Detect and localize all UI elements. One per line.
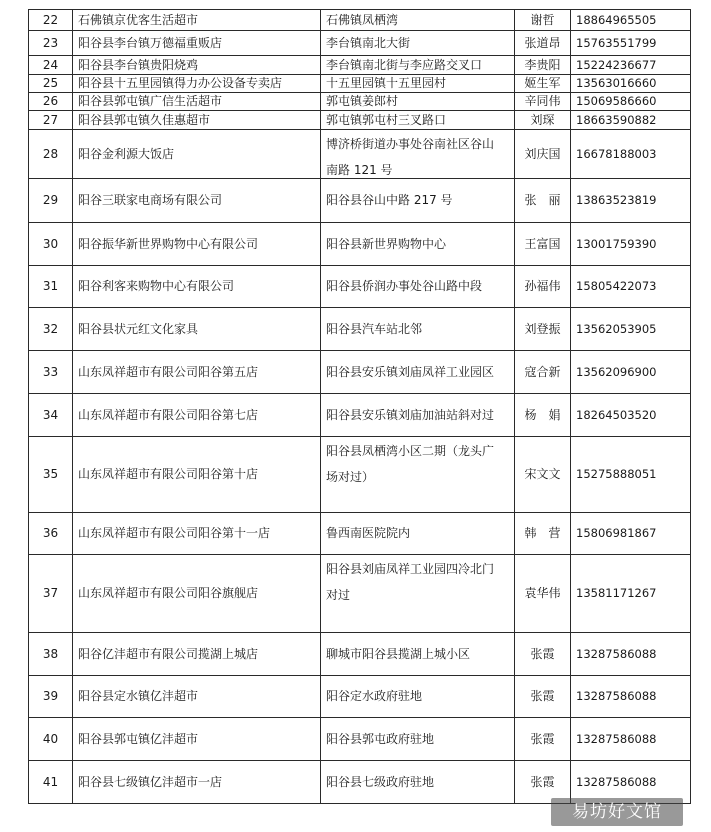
watermark: 易坊好文馆 [551, 798, 683, 826]
address-line: 李台镇南北街与李应路交叉口 [326, 57, 483, 72]
address-line: 阳谷县谷山中路 217 号 [326, 193, 453, 207]
contact-phone: 13001759390 [571, 223, 691, 266]
contact-phone: 18663590882 [571, 111, 691, 130]
contact-person: 孙福伟 [515, 266, 571, 308]
table-row [29, 555, 691, 633]
contact-person: 张 丽 [515, 179, 571, 223]
row-number: 24 [29, 56, 73, 75]
merchant-address [321, 93, 515, 111]
contact-phone: 13287586088 [571, 718, 691, 761]
row-number: 34 [29, 394, 73, 437]
contact-phone: 18864965505 [571, 10, 691, 31]
contact-person: 韩 营 [515, 513, 571, 555]
address-line: 阳谷县刘庙凤祥工业园四冷北门 [326, 562, 495, 576]
row-number: 36 [29, 513, 73, 555]
row-number: 37 [29, 555, 73, 633]
table-row [29, 111, 691, 130]
contact-phone: 15069586660 [571, 93, 691, 111]
merchant-address [321, 555, 515, 633]
row-number: 38 [29, 633, 73, 676]
address-line: 阳谷县凤栖湾小区二期（龙头广 [326, 444, 495, 458]
table-row [29, 266, 691, 308]
table-row [29, 351, 691, 394]
row-number: 39 [29, 676, 73, 718]
table-row [29, 394, 691, 437]
merchant-name: 阳谷县定水镇亿沣超市 [73, 676, 321, 718]
address-line: 郭屯镇郭屯村三叉路口 [326, 112, 447, 127]
row-number: 29 [29, 179, 73, 223]
contact-phone: 13562053905 [571, 308, 691, 351]
table-row [29, 179, 691, 223]
row-number: 23 [29, 31, 73, 56]
merchant-name: 山东凤祥超市有限公司阳谷第五店 [73, 351, 321, 394]
table-row [29, 513, 691, 555]
merchant-address [321, 633, 515, 676]
address-line: 十五里园镇十五里园村 [326, 76, 447, 90]
merchant-name: 阳谷县七级镇亿沣超市一店 [73, 761, 321, 804]
merchant-address [321, 351, 515, 394]
merchant-name: 阳谷金利源大饭店 [73, 130, 321, 179]
contact-person: 张道昂 [515, 31, 571, 56]
contact-person: 张霞 [515, 761, 571, 804]
contact-phone: 15806981867 [571, 513, 691, 555]
address-line: 石佛镇凤栖湾 [326, 12, 399, 27]
row-number: 28 [29, 130, 73, 179]
merchant-address [321, 223, 515, 266]
merchant-address [321, 10, 515, 31]
merchant-address [321, 437, 515, 513]
merchant-address [321, 676, 515, 718]
address-line: 阳谷县安乐镇刘庙加油站斜对过 [326, 407, 495, 422]
merchant-name: 山东凤祥超市有限公司阳谷旗舰店 [73, 555, 321, 633]
address-line: 阳谷县新世界购物中心 [326, 236, 447, 251]
contact-person: 张霞 [515, 633, 571, 676]
contact-phone: 13287586088 [571, 761, 691, 804]
merchant-name: 石佛镇京优客生活超市 [73, 10, 321, 31]
contact-phone: 13563016660 [571, 75, 691, 93]
row-number: 41 [29, 761, 73, 804]
contact-phone: 15805422073 [571, 266, 691, 308]
row-number: 25 [29, 75, 73, 93]
merchant-name: 山东凤祥超市有限公司阳谷第七店 [73, 394, 321, 437]
table-row [29, 676, 691, 718]
table-row [29, 10, 691, 31]
merchant-name: 阳谷县李台镇万德福重贩店 [73, 31, 321, 56]
row-number: 30 [29, 223, 73, 266]
address-line: 阳谷县郭屯政府驻地 [326, 731, 435, 746]
merchant-name: 山东凤祥超市有限公司阳谷第十一店 [73, 513, 321, 555]
merchant-name: 阳谷县郭屯镇广信生活超市 [73, 93, 321, 111]
contact-person: 袁华伟 [515, 555, 571, 633]
contact-phone: 16678188003 [571, 130, 691, 179]
row-number: 26 [29, 93, 73, 111]
address-line: 阳谷县汽车站北邻 [326, 321, 423, 336]
row-number: 35 [29, 437, 73, 513]
contact-person: 李贵阳 [515, 56, 571, 75]
address-line: 阳谷县侨润办事处谷山路中段 [326, 279, 483, 293]
merchant-address [321, 179, 515, 223]
merchant-name: 山东凤祥超市有限公司阳谷第十店 [73, 437, 321, 513]
merchant-table [28, 9, 691, 804]
table-row [29, 93, 691, 111]
address-line: 鲁西南医院院内 [326, 526, 411, 540]
contact-person: 张霞 [515, 676, 571, 718]
contact-person: 辛同伟 [515, 93, 571, 111]
table-row [29, 718, 691, 761]
contact-phone: 18264503520 [571, 394, 691, 437]
contact-phone: 15224236677 [571, 56, 691, 75]
row-number: 40 [29, 718, 73, 761]
contact-phone: 13581171267 [571, 555, 691, 633]
contact-person: 姬生军 [515, 75, 571, 93]
contact-person: 谢哲 [515, 10, 571, 31]
contact-person: 宋文文 [515, 437, 571, 513]
table-row [29, 633, 691, 676]
merchant-name: 阳谷三联家电商场有限公司 [73, 179, 321, 223]
contact-person: 杨 娟 [515, 394, 571, 437]
address-line: 阳谷县安乐镇刘庙凤祥工业园区 [326, 364, 495, 379]
table-row [29, 223, 691, 266]
table-row [29, 31, 691, 56]
merchant-name: 阳谷县郭屯镇久佳惠超市 [73, 111, 321, 130]
contact-phone: 15275888051 [571, 437, 691, 513]
merchant-address [321, 130, 515, 179]
row-number: 32 [29, 308, 73, 351]
address-line: 郭屯镇姜郎村 [326, 94, 399, 108]
contact-phone: 15763551799 [571, 31, 691, 56]
row-number: 27 [29, 111, 73, 130]
contact-phone: 13287586088 [571, 676, 691, 718]
merchant-name: 阳谷县状元红文化家具 [73, 308, 321, 351]
table-row [29, 56, 691, 75]
merchant-name: 阳谷利客来购物中心有限公司 [73, 266, 321, 308]
contact-person: 刘琛 [515, 111, 571, 130]
merchant-address [321, 308, 515, 351]
contact-person: 刘登振 [515, 308, 571, 351]
contact-person: 王富国 [515, 223, 571, 266]
table-row [29, 130, 691, 179]
address-line: 对过 [326, 588, 351, 602]
merchant-name: 阳谷县十五里园镇得力办公设备专卖店 [73, 75, 321, 93]
address-line: 李台镇南北大街 [326, 35, 411, 50]
merchant-address [321, 111, 515, 130]
address-line: 博济桥街道办事处谷南社区谷山 [326, 137, 495, 151]
table-row [29, 437, 691, 513]
merchant-name: 阳谷县李台镇贵阳烧鸡 [73, 56, 321, 75]
contact-phone: 13562096900 [571, 351, 691, 394]
merchant-address [321, 31, 515, 56]
contact-person: 寇合新 [515, 351, 571, 394]
merchant-name: 阳谷县郭屯镇亿沣超市 [73, 718, 321, 761]
address-line: 阳谷县七级政府驻地 [326, 774, 435, 789]
row-number: 22 [29, 10, 73, 31]
row-number: 33 [29, 351, 73, 394]
table-row [29, 308, 691, 351]
merchant-address [321, 394, 515, 437]
table-row [29, 75, 691, 93]
merchant-name: 阳谷亿沣超市有限公司揽湖上城店 [73, 633, 321, 676]
address-line: 南路 121 号 [326, 163, 393, 177]
merchant-address [321, 718, 515, 761]
merchant-address [321, 266, 515, 308]
address-line: 阳谷定水政府驻地 [326, 689, 423, 703]
address-line: 聊城市阳谷县揽湖上城小区 [326, 646, 471, 661]
merchant-table-body [29, 10, 691, 804]
contact-phone: 13863523819 [571, 179, 691, 223]
contact-phone: 13287586088 [571, 633, 691, 676]
merchant-name: 阳谷振华新世界购物中心有限公司 [73, 223, 321, 266]
contact-person: 刘庆国 [515, 130, 571, 179]
merchant-address [321, 56, 515, 75]
contact-person: 张霞 [515, 718, 571, 761]
merchant-address [321, 761, 515, 804]
row-number: 31 [29, 266, 73, 308]
merchant-address [321, 513, 515, 555]
merchant-address [321, 75, 515, 93]
address-line: 场对过） [326, 470, 375, 484]
